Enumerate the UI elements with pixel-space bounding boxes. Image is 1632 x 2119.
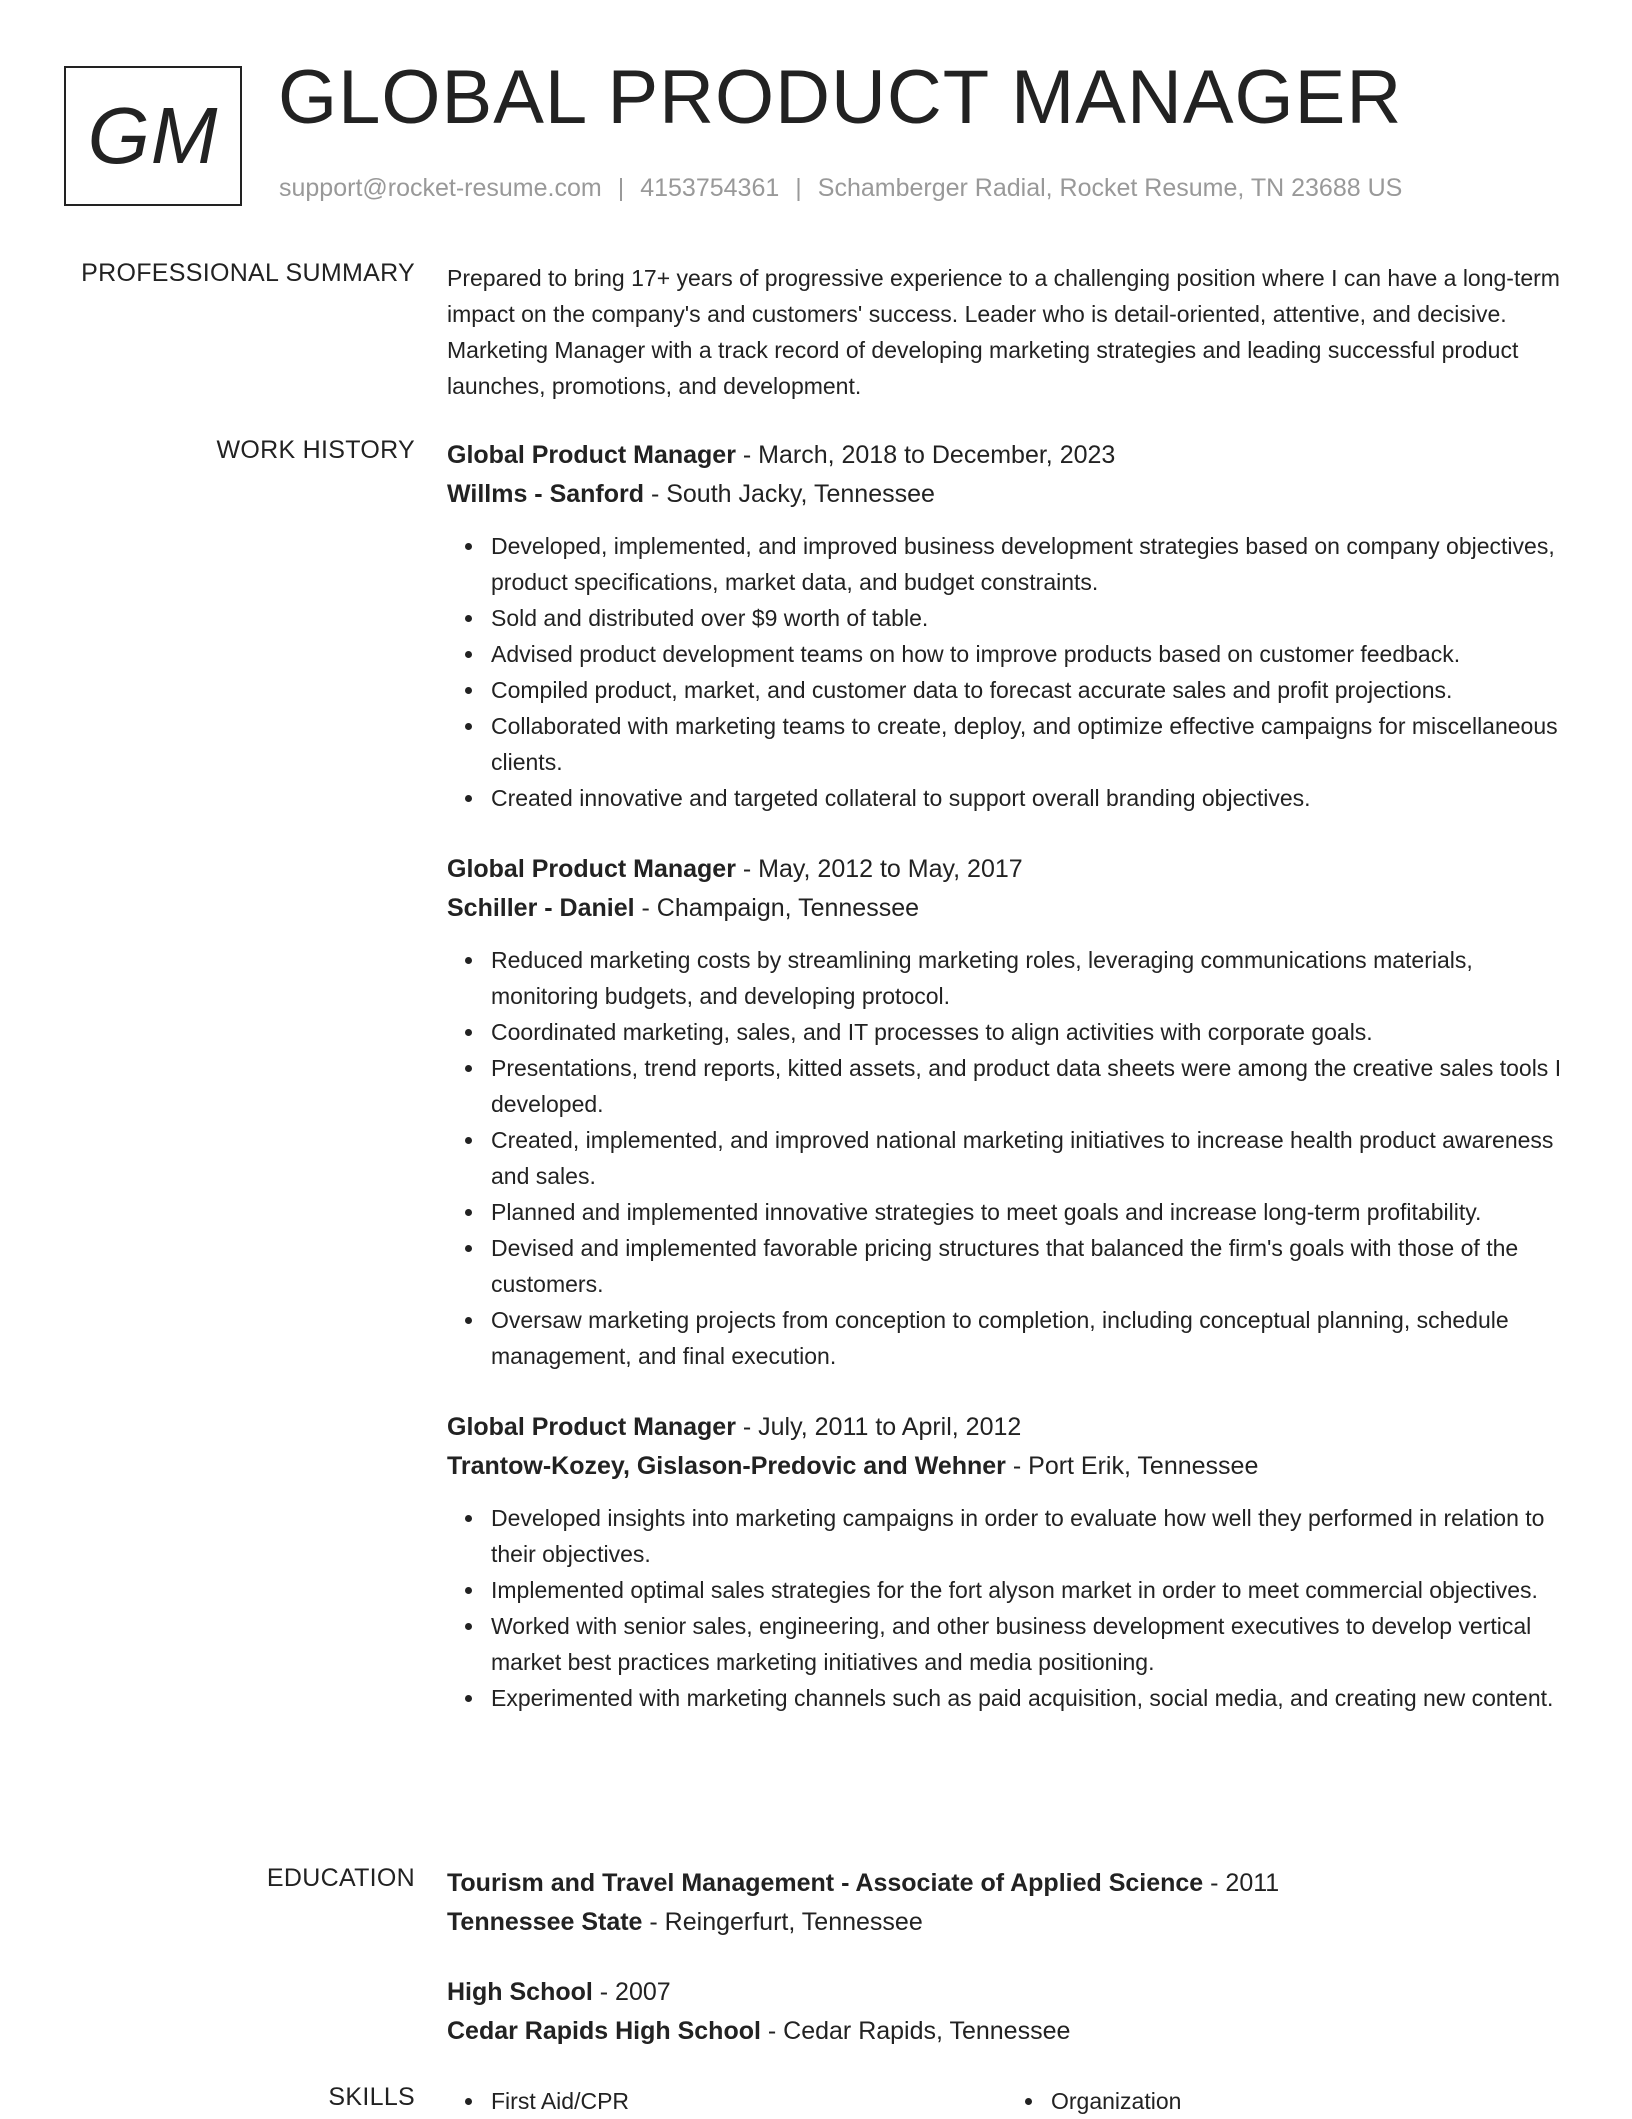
list-item: Devised and implemented favorable pricing structures that balanced the firm's goals with those of the customers. [491, 1230, 1567, 1302]
monogram: GM [64, 66, 242, 206]
job-bullets [447, 942, 1567, 1374]
job-company: Willms - Sanford [447, 480, 645, 508]
job-title-line [447, 1408, 1567, 1447]
list-item: Implemented optimal sales strategies for the fort alyson market in order to meet commercial objectives. [491, 1572, 1567, 1608]
contact-email: support@rocket-resume.com [279, 174, 602, 202]
list-item: Oversaw marketing projects from conception to completion, including conceptual planning, schedule management, and final execution. [491, 1302, 1567, 1374]
contact-address: Schamberger Radial, Rocket Resume, TN 23688 US [817, 174, 1403, 202]
degree: Tourism and Travel Management - Associate of Applied Science [447, 1869, 1204, 1897]
job-title: Global Product Manager [447, 441, 736, 469]
job-entry [447, 1408, 1567, 1716]
section-heading: WORK HISTORY [216, 436, 415, 464]
degree-line [447, 1864, 1567, 1903]
list-item: Experimented with marketing channels such as paid acquisition, social media, and creating new content. [491, 1680, 1567, 1716]
list-item: Sold and distributed over $9 worth of table. [491, 600, 1567, 636]
job-dates: - July, 2011 to April, 2012 [735, 1413, 1022, 1441]
school-location: - Cedar Rapids, Tennessee [760, 2017, 1071, 2045]
job-title: Global Product Manager [447, 1413, 736, 1441]
list-item: Planned and implemented innovative strategies to meet goals and increase long-term profitability. [491, 1194, 1567, 1230]
section-heading: SKILLS [328, 2083, 415, 2111]
separator: | [617, 174, 625, 202]
education-entry [447, 1864, 1567, 1942]
job-company-line [447, 889, 1567, 928]
job-company-line [447, 475, 1567, 514]
school: Tennessee State [447, 1908, 643, 1936]
list-item: Developed insights into marketing campaigns in order to evaluate how well they performed in relation to their objectives. [491, 1500, 1567, 1572]
job-dates: - March, 2018 to December, 2023 [735, 441, 1116, 469]
list-item: Worked with senior sales, engineering, and other business development executives to develop vertical market best practices marketing initiatives and media positioning. [491, 1608, 1567, 1680]
school: Cedar Rapids High School [447, 2017, 761, 2045]
list-item: Developed, implemented, and improved business development strategies based on company objectives, product specifications, market data, and budget constraints. [491, 528, 1567, 600]
job-title: Global Product Manager [447, 855, 736, 883]
list-item: Advised product development teams on how to improve products based on customer feedback. [491, 636, 1567, 672]
job-location: - Champaign, Tennessee [634, 894, 919, 922]
list-item: Coordinated marketing, sales, and IT processes to align activities with corporate goals. [491, 1014, 1567, 1050]
list-item: Collaborated with marketing teams to create, deploy, and optimize effective campaigns for miscellaneous clients. [491, 708, 1567, 780]
list-item: Compiled product, market, and customer data to forecast accurate sales and profit projections. [491, 672, 1567, 708]
job-dates: - May, 2012 to May, 2017 [735, 855, 1023, 883]
job-entry [447, 850, 1567, 1374]
contact-line [279, 174, 1402, 203]
job-company: Trantow-Kozey, Gislason-Predovic and Wehner [447, 1452, 1006, 1480]
work-history-body [447, 436, 1567, 1716]
section-heading: EDUCATION [266, 1864, 415, 1892]
job-bullets [447, 528, 1567, 816]
contact-phone: 4153754361 [640, 174, 780, 202]
job-entry [447, 436, 1567, 816]
job-company-line [447, 1447, 1567, 1486]
school-line [447, 1903, 1567, 1942]
resume-title: GLOBAL PRODUCT MANAGER [278, 55, 1403, 140]
list-item: Created innovative and targeted collateral to support overall branding objectives. [491, 780, 1567, 816]
degree-line [447, 1973, 1567, 2012]
summary-text: Prepared to bring 17+ years of progressive experience to a challenging position where I can have a long-term impact on the company's and customers' success. Leader who is detail-oriented, attentive, and decisive. Marketing Manager with a track record of developing marketing strategies and leading successful product launches, promotions, and development. [447, 265, 1560, 399]
skills-columns [447, 2083, 1567, 2119]
skills-column-2 [1007, 2083, 1567, 2119]
school-line [447, 2012, 1567, 2051]
degree: High School [447, 1978, 593, 2006]
list-item: Created, implemented, and improved national marketing initiatives to increase health product awareness and sales. [491, 1122, 1567, 1194]
skill-item: First Aid/CPR [491, 2083, 1007, 2119]
job-location: - Port Erik, Tennessee [1005, 1452, 1259, 1480]
degree-year: - 2011 [1203, 1869, 1280, 1897]
job-company: Schiller - Daniel [447, 894, 635, 922]
section-heading: PROFESSIONAL SUMMARY [81, 259, 415, 287]
skills-column-1 [447, 2083, 1007, 2119]
list-item: Presentations, trend reports, kitted assets, and product data sheets were among the creative sales tools I developed. [491, 1050, 1567, 1122]
job-title-line [447, 436, 1567, 475]
list-item: Reduced marketing costs by streamlining marketing roles, leveraging communications materials, monitoring budgets, and developing protocol. [491, 942, 1567, 1014]
skill-item: Organization [1051, 2083, 1567, 2119]
education-entry [447, 1973, 1567, 2051]
job-location: - South Jacky, Tennessee [644, 480, 935, 508]
skills-body [447, 2083, 1567, 2119]
school-location: - Reingerfurt, Tennessee [642, 1908, 923, 1936]
separator: | [795, 174, 802, 202]
job-title-line [447, 850, 1567, 889]
education-body [447, 1864, 1567, 2051]
degree-year: - 2007 [592, 1978, 671, 2006]
job-bullets [447, 1500, 1567, 1716]
